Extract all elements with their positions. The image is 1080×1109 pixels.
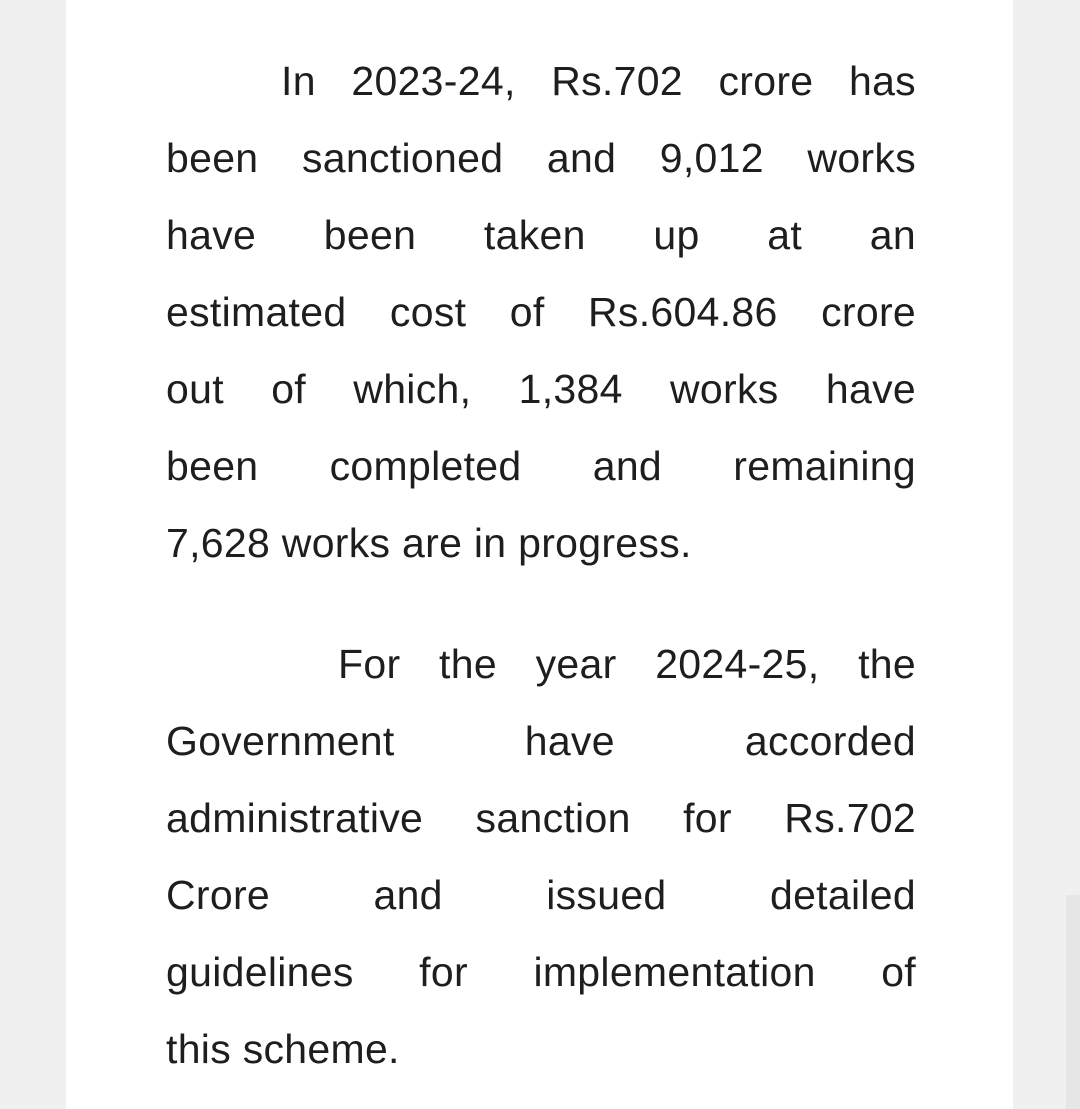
text-line: estimated cost of Rs.604.86 crore xyxy=(166,289,916,335)
text-line: been completed and remaining xyxy=(166,443,916,489)
text-line: Government have accorded xyxy=(166,718,916,764)
scrollbar-track[interactable] xyxy=(1066,895,1080,1109)
paragraph-2023-24 xyxy=(166,43,916,582)
text-line: Crore and issued detailed xyxy=(166,872,916,918)
text-line: In 2023-24, Rs.702 crore has xyxy=(281,58,916,104)
text-line: have been taken up at an xyxy=(166,212,916,258)
text-line: administrative sanction for Rs.702 xyxy=(166,795,916,841)
text-line: 7,628 works are in progress. xyxy=(166,520,692,566)
text-line: this scheme. xyxy=(166,1026,400,1072)
text-line: out of which, 1,384 works have xyxy=(166,366,916,412)
paragraph-2024-25 xyxy=(166,626,916,1088)
document-page xyxy=(66,0,1013,1109)
text-line: been sanctioned and 9,012 works xyxy=(166,135,916,181)
text-line: For the year 2024-25, the xyxy=(338,641,916,687)
text-line: guidelines for implementation of xyxy=(166,949,916,995)
